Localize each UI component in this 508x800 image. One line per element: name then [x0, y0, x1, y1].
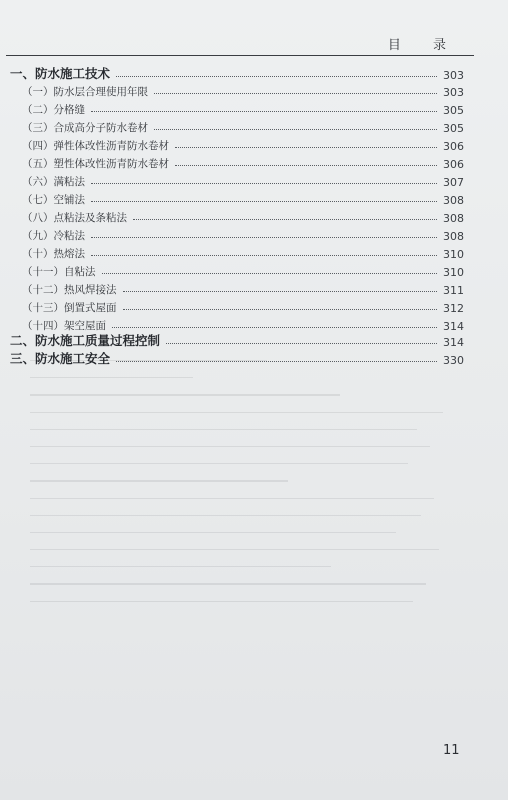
toc-entry[interactable] — [22, 261, 464, 279]
toc-entry[interactable] — [22, 225, 464, 243]
toc-entry-label: （二）分格缝 — [22, 104, 85, 116]
toc-entry[interactable] — [10, 331, 464, 349]
toc-leader-dots — [91, 201, 437, 202]
toc-entry-page: 308 — [443, 230, 464, 243]
toc-entry-label: 三、防水施工安全 — [10, 351, 111, 366]
toc-entry-page: 312 — [443, 302, 464, 315]
toc-leader-dots — [116, 361, 437, 362]
toc-entry-label: （四）弹性体改性沥青防水卷材 — [22, 140, 169, 152]
toc-entry-label: （一）防水层合理使用年限 — [22, 86, 148, 98]
toc-entry-label: （六）满粘法 — [22, 176, 85, 188]
header-title: 目 录 — [387, 38, 460, 53]
toc-entry[interactable] — [22, 81, 464, 99]
toc-leader-dots — [175, 165, 437, 166]
toc-leader-dots — [116, 76, 437, 77]
toc-entry-page: 306 — [443, 140, 464, 153]
toc-entry-label: （十一）自粘法 — [22, 266, 96, 278]
toc-entry-label: （九）冷粘法 — [22, 230, 85, 242]
page-number: 11 — [443, 743, 460, 758]
toc-leader-dots — [166, 343, 437, 344]
toc-leader-dots — [123, 309, 438, 310]
toc-leader-dots — [91, 255, 437, 256]
toc-entry-label: （十）热熔法 — [22, 248, 85, 260]
toc-entry-label: 一、防水施工技术 — [10, 66, 111, 81]
toc-entry[interactable] — [10, 64, 464, 82]
toc-leader-dots — [102, 273, 438, 274]
toc-leader-dots — [154, 129, 437, 130]
toc-entry-page: 308 — [443, 194, 464, 207]
toc-entry-page: 314 — [443, 336, 464, 349]
toc-entry-label: 二、防水施工质量过程控制 — [10, 333, 161, 348]
toc-leader-dots — [133, 219, 437, 220]
toc-entry-page: 311 — [443, 284, 464, 297]
toc-entry[interactable] — [22, 117, 464, 135]
toc-entry-page: 330 — [443, 354, 464, 367]
toc-entry[interactable] — [10, 349, 464, 367]
toc-entry[interactable] — [22, 297, 464, 315]
toc-entry-label: （三）合成高分子防水卷材 — [22, 122, 148, 134]
toc-entry-label: （八）点粘法及条粘法 — [22, 212, 127, 224]
toc-entry[interactable] — [22, 171, 464, 189]
toc-entry-page: 303 — [443, 86, 464, 99]
toc-entry[interactable] — [22, 99, 464, 117]
toc-leader-dots — [91, 111, 437, 112]
toc-entry-label: （十二）热风焊接法 — [22, 284, 117, 296]
toc-entry[interactable] — [22, 189, 464, 207]
toc-entry-page: 310 — [443, 266, 464, 279]
toc-leader-dots — [112, 327, 437, 328]
toc-entry-page: 310 — [443, 248, 464, 261]
toc-leader-dots — [175, 147, 437, 148]
toc-entry[interactable] — [22, 207, 464, 225]
toc-entry-page: 305 — [443, 122, 464, 135]
toc-entry[interactable] — [22, 135, 464, 153]
toc-entry-label: （十三）倒置式屋面 — [22, 302, 117, 314]
toc-entry-page: 307 — [443, 176, 464, 189]
toc-leader-dots — [91, 237, 437, 238]
toc-entry-page: 314 — [443, 320, 464, 333]
toc-entry[interactable] — [22, 153, 464, 171]
toc-entry-page: 305 — [443, 104, 464, 117]
toc-entry-page: 306 — [443, 158, 464, 171]
header-divider — [6, 55, 474, 56]
toc-entry-label: （五）塑性体改性沥青防水卷材 — [22, 158, 169, 170]
toc-leader-dots — [91, 183, 437, 184]
toc-leader-dots — [154, 93, 437, 94]
toc-entry-label: （十四）架空屋面 — [22, 320, 106, 332]
toc-entry-page: 303 — [443, 69, 464, 82]
toc-entry[interactable] — [22, 279, 464, 297]
toc-entry-page: 308 — [443, 212, 464, 225]
toc-entry-label: （七）空铺法 — [22, 194, 85, 206]
bleed-through-texture — [30, 360, 460, 740]
toc-entry[interactable] — [22, 243, 464, 261]
toc-leader-dots — [123, 291, 438, 292]
